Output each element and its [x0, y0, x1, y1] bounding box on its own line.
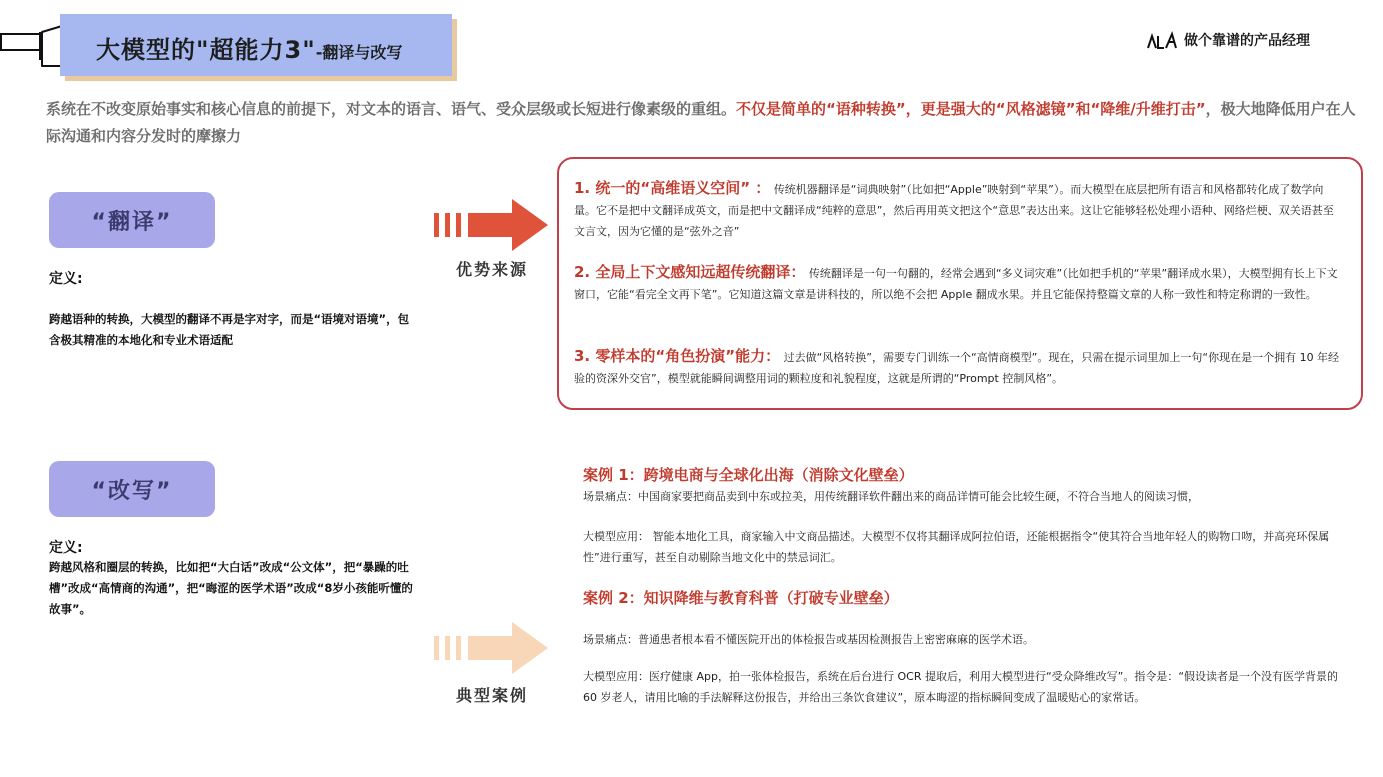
brand-name: 做个靠谱的产品经理	[1184, 33, 1310, 49]
advantage-source-label: 优势来源	[456, 260, 529, 279]
rewrite-pill: “改写”	[49, 461, 215, 517]
case-arrow-icon	[432, 620, 550, 676]
advantage-text: 传统翻译是一句一句翻的，经常会遇到“多义词灾难”（比如把手机的“苹果”翻译成水果），大模型拥有长上下文窗口，它能“看完全文再下笔”。它知道这篇文章是讲科技的，所以绝不会把 Apple 翻成水果。并且它能保持整篇文章的人称一致性和特定称谓的一致性。	[574, 267, 1338, 301]
advantage-item-3	[574, 346, 1344, 389]
rewrite-def-text: 跨越风格和圈层的转换，比如把“大白话”改成“公文体”，把“暴躁的吐槽”改成“高情商的沟通”，把“晦涩的医学术语”改成“8岁小孩能听懂的故事”。	[49, 560, 413, 616]
brand-logo-icon	[1146, 30, 1178, 50]
intro-tail: ，极大地降低用户在人际沟通和内容分发时的摩擦力	[46, 100, 1356, 145]
advantage-title: 3. 零样本的“角色扮演”能力：	[574, 347, 781, 365]
case-pain-1: 场景痛点：中国商家要把商品卖到中东或拉美，用传统翻译软件翻出来的商品详情可能会比较生硬，不符合当地人的阅读习惯，	[583, 490, 1199, 503]
case-app-2: 大模型应用：医疗健康 App，拍一张体检报告，系统在后台进行 OCR 提取后，利用大模型进行“受众降维改写”。指令是：“假设读者是一个没有医学背景的 60 岁老人，请用比喻的手法解释这份报告，并给出三条饮食建议”，原本晦涩的指标瞬间变成了温暖贴心的家常话。	[583, 670, 1339, 704]
rewrite-def-label: 定义:	[49, 540, 83, 556]
case-title-1: 案例 1：跨境电商与全球化出海（消除文化壁垒）	[583, 466, 914, 484]
advantage-item-1	[574, 178, 1344, 242]
case-pain-2: 场景痛点：普通患者根本看不懂医院开出的体检报告或基因检测报告上密密麻麻的医学术语。	[583, 633, 1034, 646]
page-title	[96, 30, 402, 65]
translate-pill: “翻译”	[49, 192, 215, 248]
page-title-main: 大模型的"超能力3"	[96, 36, 316, 64]
intro-normal: 系统在不改变原始事实和核心信息的前提下，对文本的语言、语气、受众层级或长短进行像素级的重组。	[46, 100, 737, 118]
advantage-text: 过去做“风格转换”，需要专门训练一个“高情商模型”。现在，只需在提示词里加上一句“你现在是一个拥有 10 年经验的资深外交官”，模型就能瞬间调整用词的颗粒度和礼貌程度，这就是所谓的“Prompt 控制风格”。	[574, 351, 1340, 385]
advantage-arrow-icon	[432, 197, 550, 253]
advantage-title: 2. 全局上下文感知远超传统翻译：	[574, 263, 806, 281]
advantage-title: 1. 统一的“高维语义空间” ：	[574, 179, 771, 197]
page-title-sub: -翻译与改写	[315, 43, 403, 62]
intro-paragraph	[46, 96, 1356, 150]
translate-def-text: 跨越语种的转换，大模型的翻译不再是字对字，而是“语境对语境”，包含极其精准的本地化和专业术语适配	[49, 312, 410, 347]
translate-def-label: 定义:	[49, 271, 83, 287]
advantage-text: 传统机器翻译是“词典映射”（比如把“Apple”映射到“苹果”）。而大模型在底层把所有语言和风格都转化成了数学向量。它不是把中文翻译成英文，而是把中文翻译成“纯粹的意思”，然后再用英文把这个“意思”表达出来。这让它能够轻松处理小语种、网络烂梗、双关语甚至文言文，因为它懂的是“弦外之音”	[574, 183, 1334, 238]
case-app-1: 大模型应用： 智能本地化工具，商家输入中文商品描述。大模型不仅将其翻译成阿拉伯语，还能根据指令“使其符合当地年轻人的购物口吻，并高亮环保属性”进行重写，甚至自动剔除当地文化中的禁忌词汇。	[583, 530, 1330, 564]
typical-case-label: 典型案例	[456, 686, 529, 705]
case-title-2: 案例 2：知识降维与教育科普（打破专业壁垒）	[583, 589, 899, 607]
brand	[1146, 30, 1310, 50]
advantage-item-2	[574, 262, 1344, 305]
intro-highlight: 不仅是简单的“语种转换”，更是强大的“风格滤镜”和“降维/升维打击”	[736, 100, 1206, 118]
